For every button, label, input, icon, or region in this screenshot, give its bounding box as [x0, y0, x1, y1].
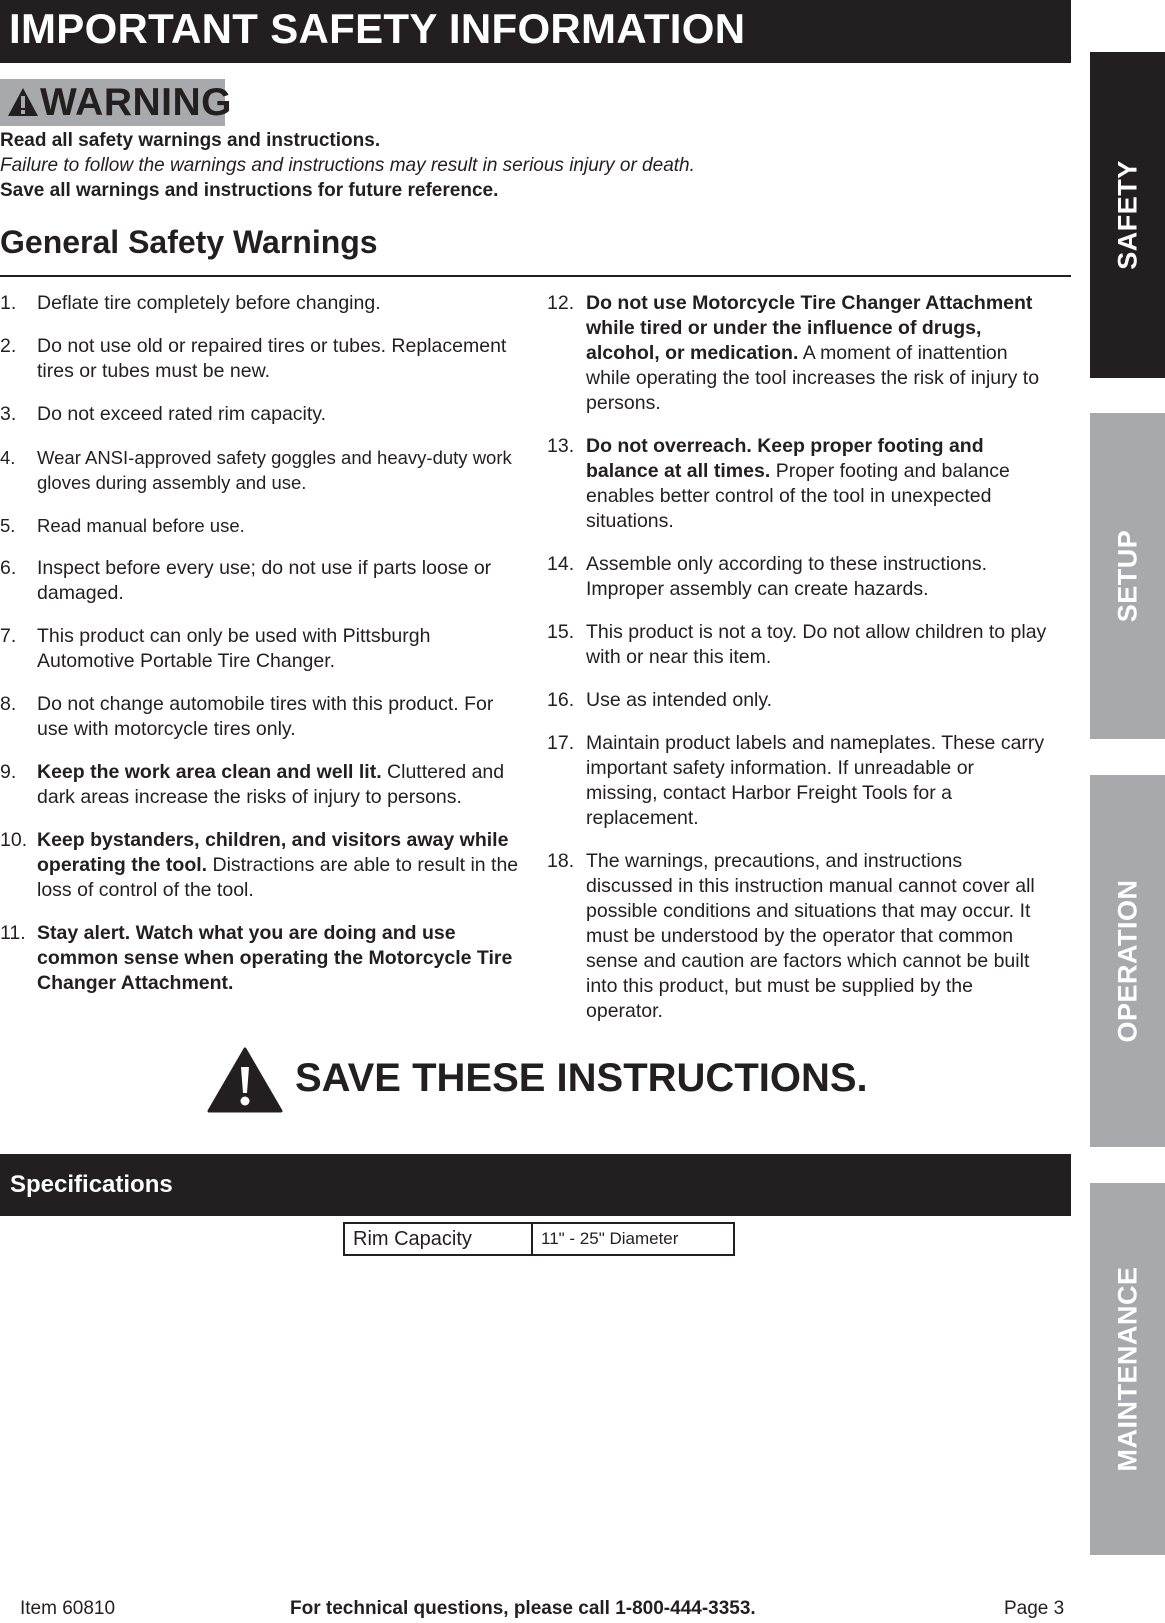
warning-item: 12. Do not use Motorcycle Tire Changer Attachment while tired or under the influence of drugs, alcohol, or medication. A moment of inattention while operating the tool increases the risk of injury to persons.	[547, 292, 1040, 414]
footer-tech-support: For technical questions, please call 1-800-444-3353.	[290, 1598, 756, 1619]
tab-safety-label: SAFETY	[1112, 160, 1142, 270]
tab-maintenance-label: MAINTENANCE	[1112, 1266, 1142, 1472]
warnings-right-column	[547, 291, 1047, 1042]
specifications-table	[343, 1222, 735, 1256]
warning-item: 2. Do not use old or repaired tires or tubes. Replacement tires or tubes must be new.	[0, 335, 507, 382]
header-bar	[0, 0, 1071, 63]
warning-item: 16. Use as intended only.	[547, 689, 773, 711]
save-instructions-notice	[207, 1045, 907, 1115]
intro-line-1: Read all safety warnings and instructions.	[0, 130, 381, 151]
tab-operation-label: OPERATION	[1112, 879, 1142, 1043]
section-title: General Safety Warnings	[0, 224, 378, 260]
tab-setup-label: SETUP	[1112, 529, 1142, 623]
tab-safety[interactable]	[1090, 52, 1165, 378]
table-row	[344, 1223, 734, 1255]
warning-item: 5. Read manual before use.	[0, 515, 245, 536]
tab-setup[interactable]	[1090, 413, 1165, 739]
warnings-left-column	[0, 291, 520, 1014]
intro-text	[0, 128, 695, 203]
specifications-bar	[0, 1154, 1071, 1216]
warning-item: 7. This product can only be used with Pittsburgh Automotive Portable Tire Changer.	[0, 625, 431, 672]
save-instructions-text: SAVE THESE INSTRUCTIONS.	[295, 1056, 868, 1100]
warning-item: 15. This product is not a toy. Do not allow children to play with or near this item.	[547, 621, 1047, 668]
warning-item: 9. Keep the work area clean and well lit. Cluttered and dark areas increase the risks of injury to persons.	[0, 761, 505, 808]
specifications-title: Specifications	[10, 1171, 173, 1198]
warning-item: 1. Deflate tire completely before changing.	[0, 292, 381, 314]
intro-line-3: Save all warnings and instructions for future reference.	[0, 180, 499, 201]
warning-item: 17. Maintain product labels and nameplates. These carry important safety information. If unreadable or missing, contact Harbor Freight Tools for a replacement.	[547, 732, 1045, 829]
section-divider	[0, 275, 1071, 277]
spec-value: 11" - 25" Diameter	[532, 1223, 734, 1255]
warning-item: 8. Do not change automobile tires with this product. For use with motorcycle tires only.	[0, 693, 494, 740]
footer-item-number: Item 60810	[20, 1598, 116, 1619]
warning-item: 6. Inspect before every use; do not use if parts loose or damaged.	[0, 557, 492, 604]
spec-key: Rim Capacity	[344, 1223, 532, 1255]
warning-triangle-icon	[7, 87, 39, 117]
tab-operation[interactable]	[1090, 775, 1165, 1147]
warning-badge	[0, 79, 232, 126]
page-title: IMPORTANT SAFETY INFORMATION	[9, 5, 746, 52]
warning-item: 10. Keep bystanders, children, and visitors away while operating the tool. Distractions are able to result in the loss of control of the tool.	[0, 829, 519, 901]
warning-item: 3. Do not exceed rated rim capacity.	[0, 403, 327, 425]
warning-item: 14. Assemble only according to these instructions. Improper assembly can create hazards.	[547, 553, 988, 600]
footer-page-number: Page 3	[1004, 1598, 1065, 1619]
tab-maintenance[interactable]	[1090, 1183, 1165, 1555]
warning-item: 13. Do not overreach. Keep proper footing and balance at all times. Proper footing and balance enables better control of the tool in unexpected situations.	[547, 435, 1010, 532]
intro-line-2: Failure to follow the warnings and instructions may result in serious injury or death.	[0, 155, 695, 176]
warning-item: 18. The warnings, precautions, and instructions discussed in this instruction manual cannot cover all possible conditions and situations that may occur. It must be understood by the operator that common sense and caution are factors which cannot be built into this product, but must be supplied by the operator.	[547, 850, 1035, 1022]
warning-label: WARNING	[40, 81, 232, 124]
warning-item: 4. Wear ANSI-approved safety goggles and heavy-duty work gloves during assembly and use.	[0, 447, 512, 493]
warning-item: 11. Stay alert. Watch what you are doing and use common sense when operating the Motorcycle Tire Changer Attachment.	[0, 922, 513, 994]
warning-triangle-icon	[207, 1047, 283, 1113]
